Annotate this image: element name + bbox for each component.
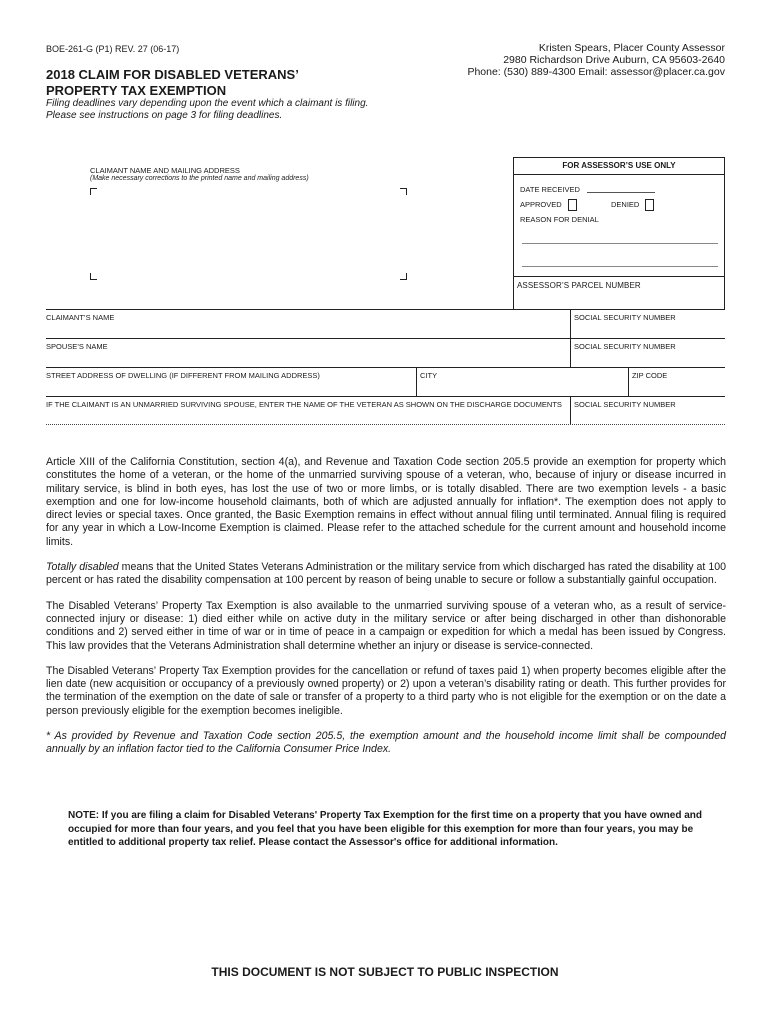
reason-line-2[interactable]	[522, 266, 718, 267]
paragraph-cancellation: The Disabled Veterans’ Property Tax Exemption provides for the cancellation or refund of taxes paid 1) when property becomes eligible after the lien date (new acquisition or occupancy of a previously owned property) or 2) upon a veteran’s disability rating or death. This further provides for the termination of the exemption on the date of sale or transfer of a property to a third party who is not eligible for the exemption or on the date a person previously eligible for the exemption becomes ineligible.	[46, 664, 726, 717]
ssn-field-3[interactable]	[570, 397, 725, 424]
assessor-name: Kristen Spears, Placer County Assessor	[538, 42, 725, 54]
street-address-field[interactable]	[46, 368, 416, 396]
parcel-number-box[interactable]	[513, 277, 725, 309]
address-corner-mark	[90, 188, 97, 195]
veteran-name-field[interactable]	[46, 397, 570, 424]
city-label: CITY	[420, 371, 438, 380]
assessor-info	[425, 42, 725, 78]
city-field[interactable]	[416, 368, 628, 396]
exemption-description	[46, 456, 726, 769]
date-received-field[interactable]	[587, 192, 655, 193]
form-title	[46, 67, 299, 99]
parcel-number-label: ASSESSOR’S PARCEL NUMBER	[517, 281, 641, 290]
approved-label: APPROVED	[520, 199, 562, 209]
street-address-label: STREET ADDRESS OF DWELLING (IF DIFFERENT FROM MAILING ADDRESS)	[46, 371, 320, 380]
claimant-address-sublabel: (Make necessary corrections to the printed name and mailing address)	[90, 175, 309, 182]
assessor-address: 2980 Richardson Drive Auburn, CA 95603-2640	[503, 54, 725, 66]
claimant-address-label: CLAIMANT NAME AND MAILING ADDRESS	[90, 166, 240, 175]
zip-field[interactable]	[628, 368, 725, 396]
address-corner-mark	[400, 188, 407, 195]
claimant-name-label: CLAIMANT’S NAME	[46, 313, 115, 322]
date-received-label: DATE RECEIVED	[520, 185, 580, 194]
form-title-line2: PROPERTY TAX EXEMPTION	[46, 83, 227, 98]
zip-label: ZIP CODE	[632, 371, 668, 380]
address-corner-mark	[400, 273, 407, 280]
form-number: BOE-261-G (P1) REV. 27 (06-17)	[46, 44, 180, 54]
denied-label: DENIED	[611, 199, 640, 209]
paragraph-surviving-spouse: The Disabled Veterans’ Property Tax Exemption is also available to the unmarried surviving spouse of a veteran who, as a result of service-connected injury or disease: 1) died either while on active duty in the military service or after being discharged in other than dishonorable conditions and 2) served either in time of war or in time of peace in a campaign or expedition for which a medal has been issued by Congress. This law provides that the Veterans Administration shall determine whether an injury or disease is service-connected.	[46, 599, 726, 652]
paragraph-totally-disabled	[46, 561, 726, 588]
approved-checkbox[interactable]	[568, 199, 577, 211]
denied-checkbox[interactable]	[645, 199, 654, 211]
claimant-name-field[interactable]	[46, 310, 570, 338]
ssn-label: SOCIAL SECURITY NUMBER	[574, 400, 676, 409]
form-title-line1: 2018 CLAIM FOR DISABLED VETERANS’	[46, 67, 299, 82]
paragraph-totally-disabled-text: means that the United States Veterans Administration or the military service from which discharged has rated the disability at 100 percent or has rated the disability compensation at 100 percent by reason of being unable to secure or follow a substantially gainful occupation.	[46, 561, 726, 587]
additional-relief-note: NOTE: If you are filing a claim for Disabled Veterans' Property Tax Exemption for the first time on a property that you have owned and occupied for more than four years, and you feel that you have been eligible for this exemption for more than four years, you may be entitled to additional property tax relief. Please contact the Assessor's office for additional information.	[68, 810, 702, 848]
subtitle-line2: Please see instructions on page 3 for filing deadlines.	[46, 110, 283, 121]
ssn-field-2[interactable]	[570, 339, 725, 367]
assessor-contact: Phone: (530) 889-4300 Email: assessor@placer.ca.gov	[467, 66, 725, 78]
ssn-label: SOCIAL SECURITY NUMBER	[574, 342, 676, 351]
reason-denial-label: REASON FOR DENIAL	[520, 215, 599, 224]
address-corner-mark	[90, 273, 97, 280]
assessor-use-heading: FOR ASSESSOR’S USE ONLY	[514, 158, 724, 175]
claimant-fields-grid	[46, 309, 725, 425]
spouse-name-field[interactable]	[46, 339, 570, 367]
filing-deadline-note	[46, 98, 368, 122]
paragraph-inflation-footnote: * As provided by Revenue and Taxation Code section 205.5, the exemption amount and the household income limit shall be compounded annually by an inflation factor tied to the California Consumer Price Index.	[46, 730, 726, 756]
spouse-name-label: SPOUSE’S NAME	[46, 342, 108, 351]
term-totally-disabled: Totally disabled	[46, 561, 119, 574]
assessor-use-box	[513, 157, 725, 277]
subtitle-line1: Filing deadlines vary depending upon the event which a claimant is filing.	[46, 98, 369, 109]
ssn-field-1[interactable]	[570, 310, 725, 338]
public-inspection-notice: THIS DOCUMENT IS NOT SUBJECT TO PUBLIC INSPECTION	[211, 965, 559, 979]
paragraph-constitution: Article XIII of the California Constitution, section 4(a), and Revenue and Taxation Code section 205.5 provide an exemption for property which constitutes the home of a veteran, or the home of the unmarried surviving spouse of a veteran, who, because of injury or disease incurred in military service, is blind in both eyes, has lost the use of two or more limbs, or is totally disabled. There are two exemption levels - a basic exemption and one for low-income household claimants, both of which are adjusted annually for inflation*. The exemption does not apply to direct levies or special taxes. Once granted, the Basic Exemption remains in effect without annual filing until terminated. Annual filing is required for any year in which a Low-Income Exemption is claimed. Please refer to the attached schedule for the current amount and household income limits.	[46, 456, 726, 548]
veteran-name-label: IF THE CLAIMANT IS AN UNMARRIED SURVIVING SPOUSE, ENTER THE NAME OF THE VETERAN AS SHOWN ON THE DISCHARGE DOCUMENTS	[46, 400, 562, 409]
reason-line-1[interactable]	[522, 243, 718, 244]
ssn-label: SOCIAL SECURITY NUMBER	[574, 313, 676, 322]
